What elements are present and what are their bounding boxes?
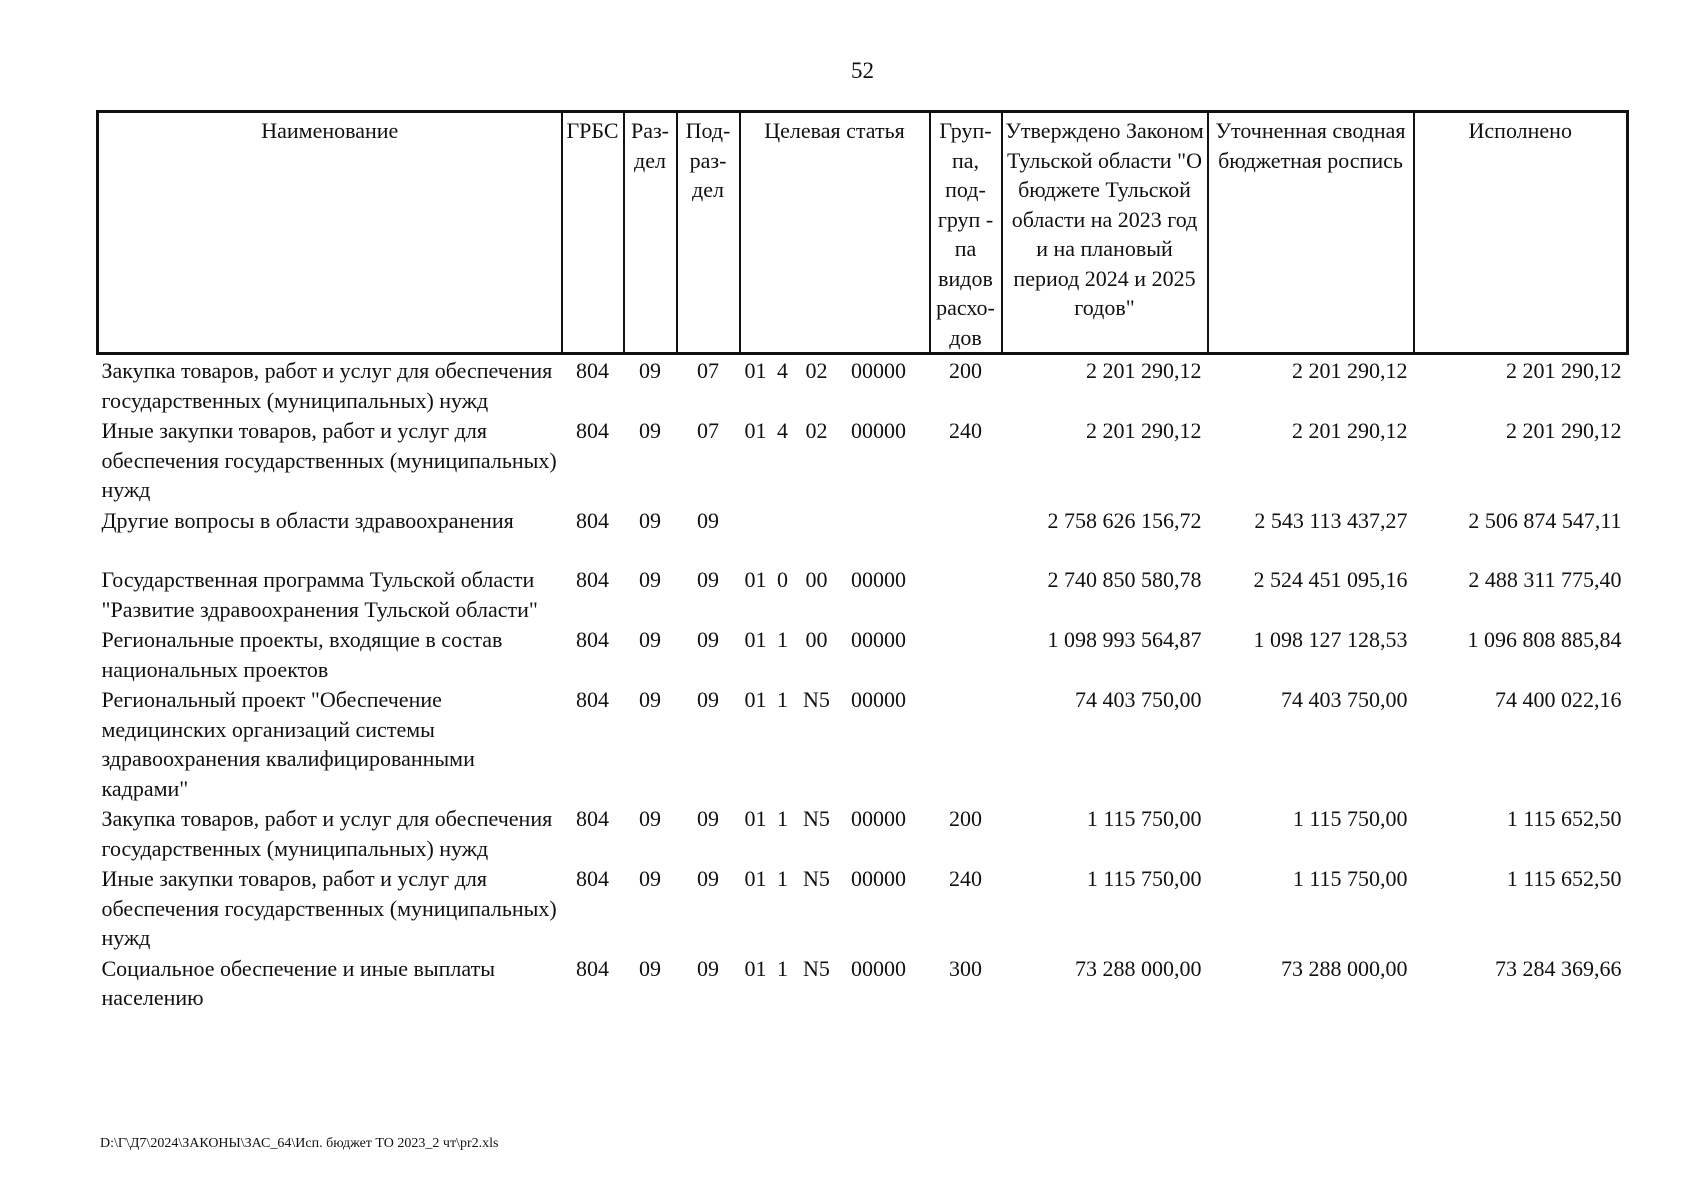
row-target <box>740 354 930 416</box>
row-executed: 1 115 652,50 <box>1506 806 1622 831</box>
col-header-target: Целевая статья <box>740 112 930 354</box>
row-target <box>740 624 930 684</box>
row-razdel: 09 <box>639 866 661 891</box>
row-refined: 1 115 750,00 <box>1292 866 1408 891</box>
row-approved: 1 115 750,00 <box>1086 866 1202 891</box>
col-header-group: Груп-па, под-груп - па видов расхо-дов <box>930 112 1002 354</box>
table-row <box>98 415 1628 505</box>
row-podrazdel: 09 <box>697 687 719 712</box>
row-executed: 2 201 290,12 <box>1506 358 1622 383</box>
col-header-grbs: ГРБС <box>562 112 624 354</box>
row-podrazdel: 09 <box>697 806 719 831</box>
target-activity: 00 <box>805 567 828 592</box>
target-subprogram: 1 <box>777 627 788 652</box>
row-podrazdel: 09 <box>697 955 719 981</box>
target-subprogram: 1 <box>777 687 788 712</box>
row-grbs: 804 <box>576 955 609 981</box>
budget-table-container <box>96 110 1626 1013</box>
row-name: Закупка товаров, работ и услуг для обеспечения государственных (муниципальных) нужд <box>101 358 553 413</box>
target-direction: 00000 <box>851 687 906 712</box>
target-subprogram: 1 <box>777 806 788 831</box>
row-name: Другие вопросы в области здравоохранения <box>101 507 514 533</box>
table-row <box>98 535 1628 624</box>
row-razdel: 09 <box>639 358 661 383</box>
row-group: 200 <box>949 806 982 831</box>
target-direction: 00000 <box>851 627 906 652</box>
target-program: 01 <box>744 358 767 383</box>
row-approved: 1 098 993 564,87 <box>1047 627 1202 652</box>
row-razdel: 09 <box>639 806 661 831</box>
target-direction: 00000 <box>851 567 906 592</box>
target-direction: 00000 <box>851 806 906 831</box>
col-header-approved: Утверждено Законом Тульской области "О бюджете Тульской области на 2023 год и на плановый период 2024 и 2025 годов" <box>1002 112 1208 354</box>
row-grbs: 804 <box>576 627 609 652</box>
row-grbs: 804 <box>576 866 609 891</box>
table-row <box>98 354 1628 416</box>
row-executed: 1 096 808 885,84 <box>1467 627 1622 652</box>
row-group <box>930 624 1002 684</box>
target-activity: N5 <box>803 955 830 981</box>
target-subprogram: 1 <box>777 866 788 891</box>
target-direction: 00000 <box>851 418 906 443</box>
file-path-footer: D:\Г\Д7\2024\ЗАКОНЫ\ЗАС_64\Исп. бюджет ТО 2023_2 чт\pr2.xls <box>100 1136 499 1151</box>
row-group <box>930 684 1002 803</box>
row-razdel: 09 <box>639 418 661 443</box>
target-program: 01 <box>744 418 767 443</box>
row-grbs: 804 <box>576 507 609 533</box>
target-activity: N5 <box>803 806 830 831</box>
row-grbs: 804 <box>576 567 609 592</box>
target-direction: 00000 <box>851 866 906 891</box>
budget-table <box>96 110 1629 1013</box>
row-approved: 2 201 290,12 <box>1086 358 1202 383</box>
row-group <box>930 535 1002 624</box>
row-executed: 2 506 874 547,11 <box>1468 507 1622 533</box>
row-executed: 2 488 311 775,40 <box>1468 567 1622 592</box>
target-program: 01 <box>744 687 767 712</box>
row-razdel: 09 <box>639 627 661 652</box>
row-grbs: 804 <box>576 806 609 831</box>
row-podrazdel: 07 <box>697 358 719 383</box>
table-row <box>98 863 1628 953</box>
target-program: 01 <box>744 806 767 831</box>
row-executed: 73 284 369,66 <box>1495 955 1622 981</box>
target-subprogram: 0 <box>777 567 788 592</box>
row-approved: 2 201 290,12 <box>1086 418 1202 443</box>
row-group <box>930 505 1002 536</box>
row-group: 240 <box>949 418 982 443</box>
row-approved: 73 288 000,00 <box>1075 955 1202 981</box>
row-executed: 74 400 022,16 <box>1495 687 1622 712</box>
row-refined: 73 288 000,00 <box>1281 955 1408 981</box>
row-target <box>740 684 930 803</box>
col-header-razdel: Раз-дел <box>624 112 677 354</box>
target-activity: 02 <box>805 358 828 383</box>
table-row <box>98 684 1628 803</box>
row-grbs: 804 <box>576 418 609 443</box>
target-direction: 00000 <box>851 955 906 981</box>
row-target <box>740 505 930 536</box>
row-name: Закупка товаров, работ и услуг для обеспечения государственных (муниципальных) нужд <box>101 806 553 861</box>
row-target <box>740 803 930 863</box>
row-name: Региональные проекты, входящие в состав национальных проектов <box>101 627 503 682</box>
row-target <box>740 535 930 624</box>
row-refined: 2 201 290,12 <box>1292 358 1408 383</box>
col-header-podrazdel: Под-раз-дел <box>677 112 740 354</box>
target-direction: 00000 <box>851 358 906 383</box>
table-header <box>98 112 1628 354</box>
row-grbs: 804 <box>576 687 609 712</box>
row-podrazdel: 09 <box>697 507 719 533</box>
row-podrazdel: 09 <box>697 627 719 652</box>
row-razdel: 09 <box>639 567 661 592</box>
row-podrazdel: 07 <box>697 418 719 443</box>
row-name: Иные закупки товаров, работ и услуг для обеспечения государственных (муниципальных) нужд <box>101 418 557 502</box>
row-razdel: 09 <box>639 955 661 981</box>
table-row <box>98 803 1628 863</box>
row-refined: 2 201 290,12 <box>1292 418 1408 443</box>
target-activity: 02 <box>805 418 828 443</box>
row-group: 240 <box>949 866 982 891</box>
row-approved: 2 758 626 156,72 <box>1047 507 1202 533</box>
row-refined: 1 115 750,00 <box>1292 806 1408 831</box>
target-program: 01 <box>744 627 767 652</box>
row-refined: 2 543 113 437,27 <box>1254 507 1408 533</box>
target-subprogram: 1 <box>777 955 788 981</box>
table-row <box>98 505 1628 536</box>
page-number: 52 <box>851 58 874 83</box>
row-executed: 1 115 652,50 <box>1506 866 1622 891</box>
row-name: Региональный проект "Обеспечение медицинских организаций системы здравоохранения квалифицированными кадрами" <box>101 687 475 801</box>
target-program: 01 <box>744 866 767 891</box>
row-grbs: 804 <box>576 358 609 383</box>
table-body <box>98 354 1628 1013</box>
row-refined: 74 403 750,00 <box>1281 687 1408 712</box>
target-activity: 00 <box>805 627 828 652</box>
row-group: 200 <box>949 358 982 383</box>
col-header-name: Наименование <box>98 112 562 354</box>
row-podrazdel: 09 <box>697 567 719 592</box>
row-approved: 1 115 750,00 <box>1086 806 1202 831</box>
col-header-executed: Исполнено <box>1414 112 1628 354</box>
target-subprogram: 4 <box>777 418 788 443</box>
target-program: 01 <box>744 955 767 981</box>
row-executed: 2 201 290,12 <box>1506 418 1622 443</box>
row-podrazdel: 09 <box>697 866 719 891</box>
target-subprogram: 4 <box>777 358 788 383</box>
row-target <box>740 415 930 505</box>
row-refined: 2 524 451 095,16 <box>1253 567 1408 592</box>
row-approved: 74 403 750,00 <box>1075 687 1202 712</box>
table-row <box>98 953 1628 1013</box>
row-target <box>740 953 930 1013</box>
row-name: Социальное обеспечение и иные выплаты населению <box>101 955 495 1010</box>
row-razdel: 09 <box>639 507 661 533</box>
target-program: 01 <box>744 567 767 592</box>
row-group: 300 <box>949 955 982 981</box>
row-target <box>740 863 930 953</box>
row-name: Иные закупки товаров, работ и услуг для обеспечения государственных (муниципальных) нужд <box>101 866 557 950</box>
row-razdel: 09 <box>639 687 661 712</box>
table-row <box>98 624 1628 684</box>
row-name: Государственная программа Тульской области "Развитие здравоохранения Тульской области" <box>101 567 538 622</box>
row-approved: 2 740 850 580,78 <box>1047 567 1202 592</box>
target-activity: N5 <box>803 866 830 891</box>
col-header-refined: Уточненная сводная бюджетная роспись <box>1208 112 1414 354</box>
row-refined: 1 098 127 128,53 <box>1253 627 1408 652</box>
target-activity: N5 <box>803 687 830 712</box>
